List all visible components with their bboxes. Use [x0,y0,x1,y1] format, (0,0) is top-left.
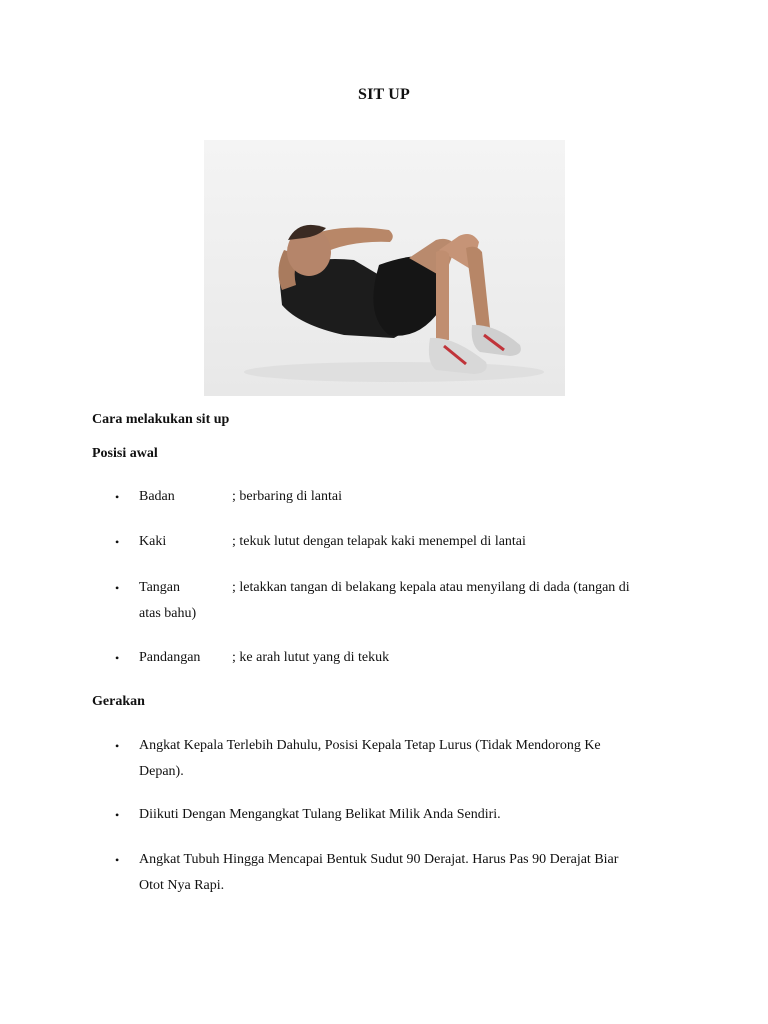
list-item [92,847,676,899]
item-text: Angkat Tubuh Hingga Mencapai Bentuk Sudut 90 Derajat. Harus Pas 90 Derajat Biar [139,852,619,867]
gerakan-heading: Gerakan [92,694,145,709]
bullet-icon: • [115,853,120,867]
item-desc: ; letakkan tangan di belakang kepala atau menyilang di dada (tangan di [232,580,630,595]
item-term: Kaki [139,534,167,549]
section-heading: Cara melakukan sit up [92,412,230,427]
bullet-icon: • [115,808,120,822]
page-title: SIT UP [357,86,411,103]
bullet-icon: • [115,490,120,504]
list-item [92,484,676,510]
list-item [92,802,676,828]
item-desc: ; ke arah lutut yang di tekuk [232,650,390,665]
situp-illustration [204,140,565,396]
list-item [92,645,676,671]
bullet-icon: • [115,581,120,595]
item-desc-continued: atas bahu) [139,606,197,621]
posisi-awal-heading: Posisi awal [92,446,158,461]
item-text: Angkat Kepala Terlebih Dahulu, Posisi Kepala Tetap Lurus (Tidak Mendorong Ke [139,738,601,753]
situp-photo [204,140,565,396]
item-term: Tangan [139,580,181,595]
item-text-continued: Depan). [139,764,184,779]
bullet-icon: • [115,535,120,549]
item-desc: ; tekuk lutut dengan telapak kaki menempel di lantai [232,534,526,549]
list-item [92,733,676,785]
item-text-continued: Otot Nya Rapi. [139,878,225,893]
list-item [92,575,676,627]
item-term: Badan [139,489,175,504]
bullet-icon: • [115,651,120,665]
bullet-icon: • [115,739,120,753]
list-item [92,529,676,555]
item-term: Pandangan [139,650,201,665]
item-text: Diikuti Dengan Mengangkat Tulang Belikat Milik Anda Sendiri. [139,807,501,822]
item-desc: ; berbaring di lantai [232,489,343,504]
